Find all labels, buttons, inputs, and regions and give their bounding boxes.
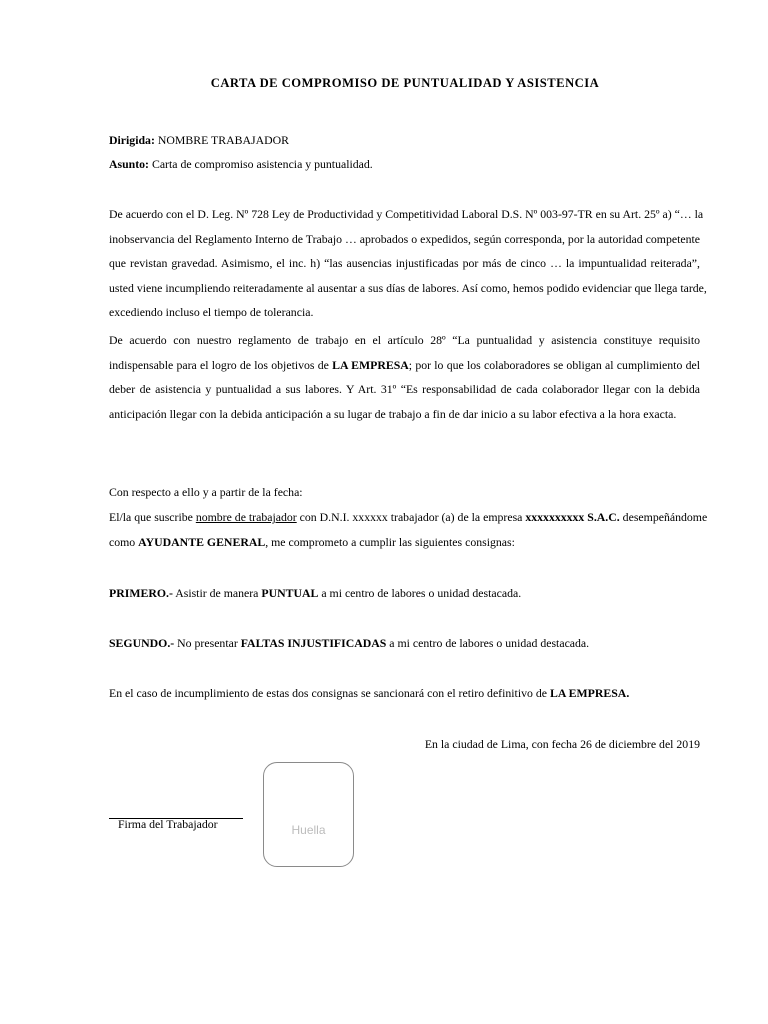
clause-second-label: SEGUNDO.- [109,636,175,650]
subject-value: Carta de compromiso asistencia y puntualidad. [149,157,373,171]
commitment-text: , me comprometo a cumplir las siguientes consignas: [265,534,515,549]
addressee-value: NOMBRE TRABAJADOR [154,133,290,147]
paragraph-line: deber de asistencia y puntualidad a sus labores. Y Art. 31º “Es responsabilidad de cada colaborador llegar con la debida [109,382,700,397]
addressee-line [109,130,700,150]
paragraph-line [109,353,700,378]
closing-bold: LA EMPRESA. [549,686,630,700]
commitment-text: con D.N.I. xxxxxx trabajador (a) de la empresa [296,510,526,524]
commitment-text: como [109,534,139,549]
paragraph-text: indispensable para el logro de los objetivos de [109,357,333,372]
clause-second-text: No presentar [174,636,241,650]
subject-line [109,154,700,174]
commitment-text: desempeñándome [619,510,708,524]
clause-second-text: a mi centro de labores o unidad destacada. [386,636,590,650]
paragraph-line: usted viene incumpliendo reiteradamente al ausentar a sus días de labores. Así como, hemos podido evidenciar que llega tarde, [109,280,707,295]
clause-first-label: PRIMERO.- [109,586,173,600]
document-title: CARTA DE COMPROMISO DE PUNTUALIDAD Y ASISTENCIA [210,76,600,90]
clause-first-text: Asistir de manera [172,586,262,600]
commitment-line [109,530,700,555]
subject-label: Asunto: [109,157,149,171]
addressee-label: Dirigida: [109,133,155,147]
paragraph-line: que revistan gravedad. Asimismo, el inc. h) “las ausencias injustificadas por más de cinco … la impuntualidad reiterada”, [109,256,700,271]
closing-text: En el caso de incumplimiento de estas dos consignas se sancionará con el retiro definitivo de [109,686,550,700]
paragraph-line: anticipación llegar con la debida anticipación a su lugar de trabajo a fin de dar inicio a su labor efectiva a la hora exacta. [109,406,677,421]
company-sac-bold: xxxxxxxxxx S.A.C. [525,510,620,524]
paragraph-line: inobservancia del Reglamento Interno de Trabajo … aprobados o expedidos, según corresponda, por la autoridad competente [109,231,700,246]
date-line: En la ciudad de Lima, con fecha 26 de diciembre del 2019 [424,737,700,751]
clause-first [109,582,700,604]
fingerprint-label: Huella [291,823,326,837]
commitment-statement [109,505,708,554]
company-name-bold: LA EMPRESA [332,357,409,372]
paragraph-line: De acuerdo con el D. Leg. Nº 728 Ley de Productividad y Competitividad Laboral D.S. Nº 003-97-TR en su Art. 25º a) “… la [109,207,704,221]
closing-sentence [109,682,700,704]
paragraph-regulation [109,328,700,426]
fingerprint-box [263,762,354,867]
commitment-intro: Con respecto a ello y a partir de la fecha: [109,485,303,499]
clause-first-bold: PUNTUAL [261,586,319,600]
worker-name-underlined: nombre de trabajador [195,510,297,524]
clause-second [109,632,700,654]
paragraph-line: excediendo incluso el tiempo de tolerancia. [109,305,314,320]
paragraph-line: De acuerdo con nuestro reglamento de trabajo en el artículo 28º “La puntualidad y asistencia constituye requisito [109,333,700,347]
clause-second-bold: FALTAS INJUSTIFICADAS [240,636,387,650]
job-title-bold: AYUDANTE GENERAL [138,534,266,549]
clause-first-text: a mi centro de labores o unidad destacada. [318,586,522,600]
commitment-line [109,505,708,530]
paragraph-legal-basis [109,202,707,325]
commitment-text: El/la que suscribe [109,510,196,524]
paragraph-text: ; por lo que los colaboradores se obligan al cumplimiento del [408,357,700,372]
signature-label: Firma del Trabajador [118,817,218,831]
